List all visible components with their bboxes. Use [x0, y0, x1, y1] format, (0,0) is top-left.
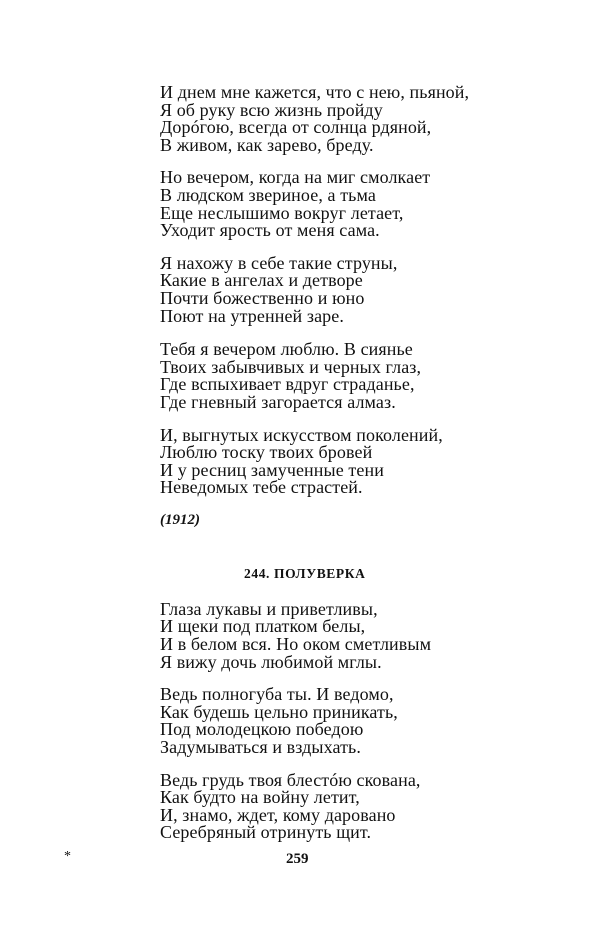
- verse-line: И, знамо, ждет, кому даровано: [160, 804, 396, 825]
- verse-line: В живом, как зарево, бреду.: [160, 134, 374, 155]
- poem1-stanza-2: [160, 169, 490, 239]
- verse-line: Под молодецкою победою: [160, 719, 364, 740]
- verse-line: Еще неслышимо вокруг летает,: [160, 202, 404, 223]
- verse-line: И в белом вся. Но оком сметливым: [160, 634, 432, 655]
- verse-line: Ведь полногуба ты. И ведомо,: [160, 684, 394, 705]
- verse-line: И днем мне кажется, что с нею, пьяной,: [160, 82, 470, 102]
- poem1-stanza-3: [160, 252, 490, 326]
- verse-line: И щеки под платком белы,: [160, 616, 366, 637]
- verse-line: Поют на утренней заре.: [160, 305, 344, 326]
- verse-line: Я нахожу в себе такие струны,: [160, 252, 398, 273]
- verse-line: Где вспыхивает вдруг страданье,: [160, 374, 415, 395]
- poem1-stanza-5: [160, 424, 490, 498]
- verse-line: Где гневный загорается алмаз.: [160, 391, 396, 412]
- verse-line: Я об руку всю жизнь пройду: [160, 99, 383, 120]
- text-column: [160, 84, 490, 842]
- verse-line: Ведь грудь твоя блестóю скована,: [160, 769, 421, 790]
- poem1-stanza-4: [160, 341, 490, 411]
- poem-date: (1912): [160, 511, 200, 528]
- verse-line: Какие в ангелах и детворе: [160, 270, 363, 291]
- verse-line: И, выгнутых искусством поколений,: [160, 424, 443, 445]
- verse-line: Задумываться и вздыхать.: [160, 737, 361, 758]
- poem2-stanza-1: [160, 598, 490, 672]
- verse-line: Дорóгою, всегда от солнца рдяной,: [160, 117, 432, 138]
- poem1-stanza-1: [160, 84, 490, 154]
- verse-line: Уходит ярость от меня сама.: [160, 220, 380, 241]
- page-number: 259: [286, 851, 309, 867]
- verse-line: Тебя я вечером люблю. В сиянье: [160, 339, 413, 360]
- verse-line: Как будешь цельно приникать,: [160, 701, 398, 722]
- verse-line: Глаза лукавы и приветливы,: [160, 598, 378, 619]
- poem2-stanza-2: [160, 686, 490, 756]
- margin-mark: *: [64, 849, 71, 864]
- poem-title: 244. ПОЛУВЕРКА: [244, 565, 366, 581]
- poem2-stanza-3: [160, 769, 490, 843]
- verse-line: И у ресниц замученные тени: [160, 459, 384, 480]
- verse-line: Твоих забывчивых и черных глаз,: [160, 356, 422, 377]
- verse-line: Но вечером, когда на миг смолкает: [160, 167, 431, 188]
- verse-line: Серебряный отринуть щит.: [160, 822, 372, 843]
- verse-line: Почти божественно и юно: [160, 287, 365, 308]
- verse-line: Я вижу дочь любимой мглы.: [160, 651, 382, 672]
- verse-line: В людском звериное, а тьма: [160, 184, 376, 205]
- verse-line: Люблю тоску твоих бровей: [160, 442, 373, 463]
- verse-line: Как будто на войну летит,: [160, 787, 360, 808]
- verse-line: Неведомых тебе страстей.: [160, 477, 363, 498]
